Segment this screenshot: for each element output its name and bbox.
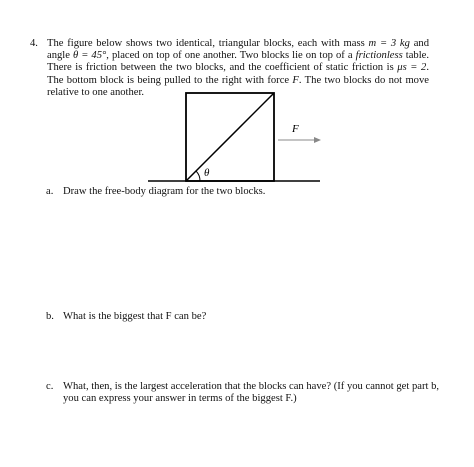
part-c-label: c. — [46, 381, 54, 392]
part-b-label: b. — [46, 311, 54, 322]
question-intro: The figure below shows two identical, triangular blocks, each with mass m = 3 kg and angle θ = 45°, placed on top of one another. Two blocks lie on top of a frictionless table. There is friction between the two blocks, and the coefficient of static friction is μs = 2. The bottom block is being pulled to the right with force F. The two blocks do not move relative to one another. — [47, 38, 430, 98]
question-number: 4. — [30, 38, 38, 49]
part-c-text: What, then, is the largest acceleration that the blocks can have? (If you cannot get part b, you can express your answer in terms of the biggest F.) — [63, 381, 440, 405]
angle-arc — [196, 171, 200, 181]
force-label: F — [292, 123, 299, 135]
force-arrow-head — [314, 137, 321, 143]
angle-label: θ — [204, 167, 210, 179]
part-b-text: What is the biggest that F can be? — [63, 311, 207, 322]
part-a-label: a. — [46, 186, 54, 197]
blocks-figure — [0, 0, 474, 200]
part-a-text: Draw the free-body diagram for the two blocks. — [63, 186, 266, 197]
block-diagonal — [186, 93, 274, 181]
